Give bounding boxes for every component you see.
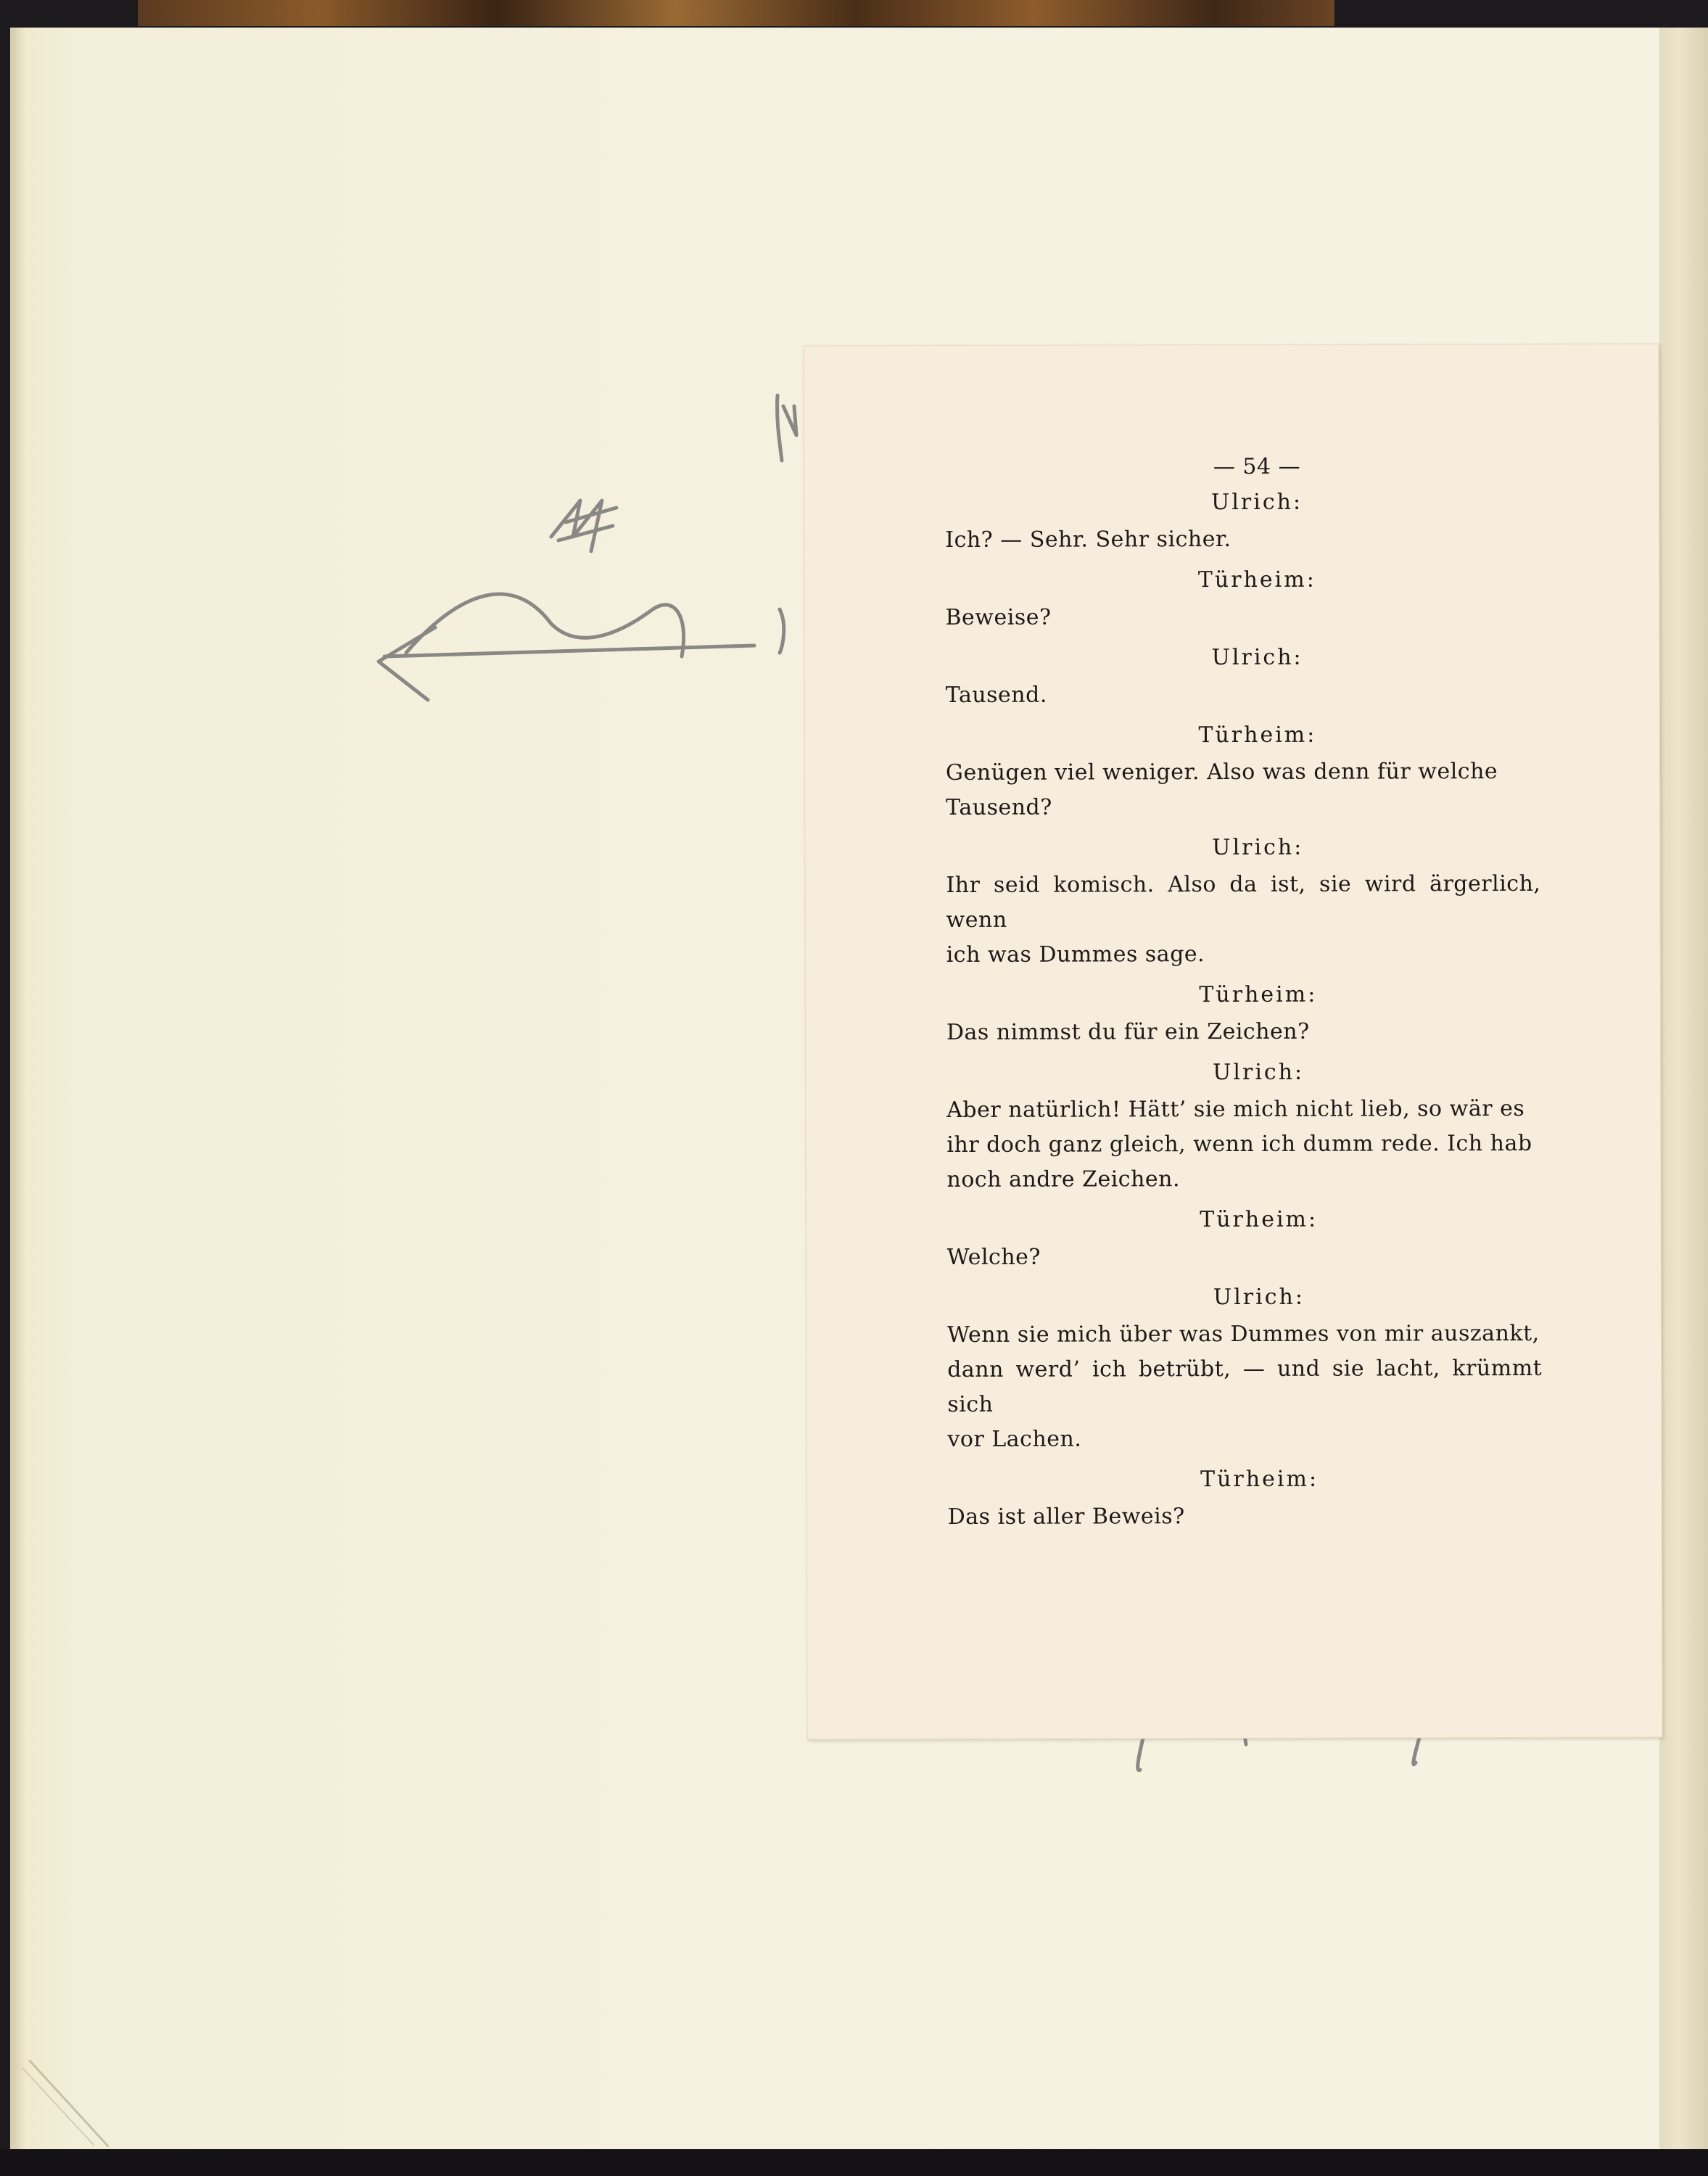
- speaker-label: Ulrich:: [1211, 644, 1303, 671]
- dialogue-line: Aber natürlich! Hätt’ sie mich nicht lieb, so wär es: [946, 1095, 1525, 1124]
- dialogue-line: Tausend?: [946, 794, 1052, 821]
- dialogue-line: vor Lachen.: [947, 1426, 1082, 1453]
- speaker-label: Türheim:: [1197, 566, 1316, 593]
- dialogue-line: Das ist aller Beweis?: [947, 1504, 1185, 1530]
- dialogue-line: Ihr seid komisch. Also da ist, sie wird ärgerlich, wenn: [946, 870, 1541, 934]
- dialogue-line: Ich? — Sehr. Sehr sicher.: [945, 527, 1232, 553]
- pencil-arrow-shaft: [384, 646, 754, 656]
- speaker-label: Türheim:: [1200, 1466, 1319, 1493]
- pencil-scribble: [551, 500, 616, 551]
- dialogue-line: Welche?: [946, 1244, 1041, 1271]
- page-number: — 54 —: [1213, 453, 1301, 480]
- dialogue-line: Beweise?: [945, 604, 1052, 631]
- speaker-label: Ulrich:: [1213, 1059, 1305, 1086]
- dialogue-line: Das nimmst du für ein Zeichen?: [946, 1018, 1310, 1046]
- dialogue-line: Wenn sie mich über was Dummes von mir auszankt,: [947, 1320, 1540, 1348]
- dialogue-line: ich was Dummes sage.: [946, 941, 1205, 968]
- pencil-mark-right: [780, 609, 784, 653]
- dialogue-text: [945, 453, 1543, 1535]
- speaker-label: Ulrich:: [1212, 834, 1304, 861]
- dialogue-line: ihr doch ganz gleich, wenn ich dumm rede. Ich hab: [946, 1130, 1532, 1158]
- speaker-label: Türheim:: [1198, 722, 1317, 749]
- pencil-letter-mark: [777, 395, 796, 461]
- pencil-arrowhead: [379, 627, 435, 700]
- speaker-label: Ulrich:: [1210, 489, 1303, 516]
- speaker-label: Ulrich:: [1213, 1284, 1305, 1311]
- dialogue-line: noch andre Zeichen.: [946, 1166, 1181, 1193]
- speaker-label: Türheim:: [1199, 981, 1318, 1008]
- dialogue-line: Genügen viel weniger. Also was denn für welche: [945, 759, 1498, 786]
- dialogue-line: dann werd’ ich betrübt, — und sie lacht, krümmt sich: [947, 1355, 1543, 1418]
- corner-fold: [22, 2060, 109, 2147]
- dialogue-line: Tausend.: [945, 682, 1047, 709]
- speaker-label: Türheim:: [1200, 1206, 1319, 1233]
- printed-text-slip: [803, 343, 1662, 1739]
